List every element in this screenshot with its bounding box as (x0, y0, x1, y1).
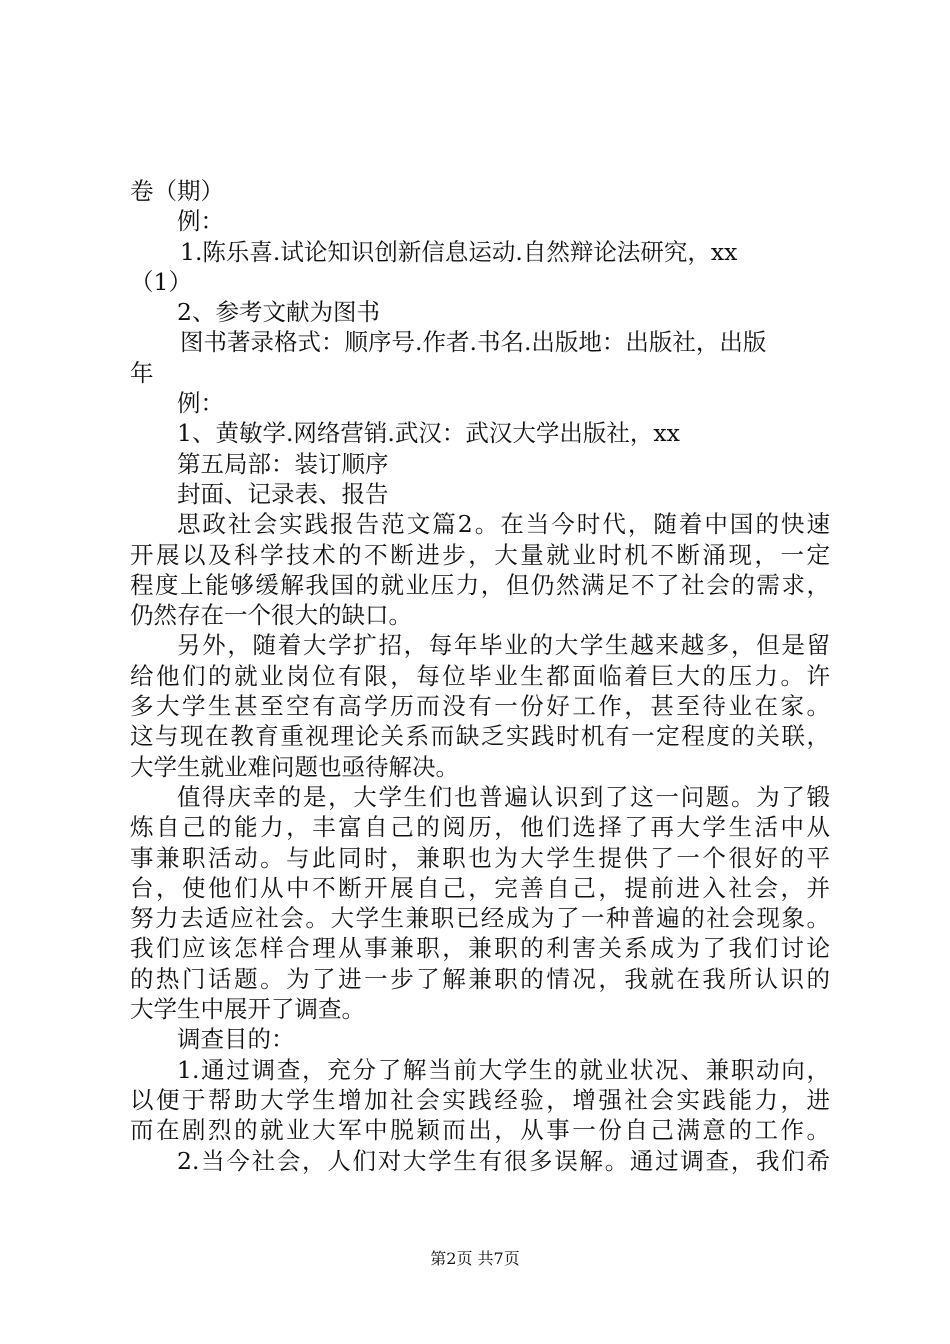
text-line: 思政社会实践报告范文篇2。在当今时代，随着中国的快速 (177, 510, 830, 539)
text-line: 图书著录格式：顺序号.作者.书名.出版地：出版社，出版 (180, 328, 767, 357)
text-line: 以便于帮助大学生增加社会实践经验，增强社会实践能力，进 (130, 1085, 830, 1114)
text-line: 大学生中展开了调查。 (130, 995, 365, 1024)
text-line: 例： (177, 207, 224, 236)
text-line: 1、黄敏学.网络营销.武汉：武汉大学出版社，xx (177, 419, 680, 448)
text-line: 卷（期） (130, 177, 224, 205)
text-line: 炼自己的能力，丰富自己的阅历，他们选择了再大学生活中从 (130, 813, 830, 842)
text-line: 我们应该怎样合理从事兼职，兼职的利害关系成为了我们讨论 (130, 934, 830, 963)
text-line: 开展以及科学技术的不断进步，大量就业时机不断涌现，一定 (130, 540, 830, 569)
text-line: 调查目的： (177, 1025, 295, 1054)
text-line: 程度上能够缓解我国的就业压力，但仍然满足不了社会的需求， (130, 570, 830, 599)
text-line: 1.陈乐喜.试论知识创新信息运动.自然辩论法研究，xx (180, 237, 738, 266)
text-line: 这与现在教育重视理论关系而缺乏实践时机有一定程度的关联， (130, 722, 830, 751)
text-line: 给他们的就业岗位有限，每位毕业生都面临着巨大的压力。许 (130, 661, 830, 690)
document-body (130, 176, 830, 1176)
text-line: 年 (130, 358, 154, 387)
text-line: 封面、记录表、报告 (177, 479, 389, 508)
text-line: 2、参考文献为图书 (177, 298, 380, 327)
text-line: （1） (130, 267, 192, 296)
text-line: 努力去适应社会。大学生兼职已经成为了一种普遍的社会现象。 (130, 904, 830, 933)
text-line: 第五局部：装订顺序 (177, 449, 389, 478)
text-line: 多大学生甚至空有高学历而没有一份好工作，甚至待业在家。 (130, 692, 830, 721)
text-line: 台，使他们从中不断开展自己，完善自己，提前进入社会，并 (130, 873, 830, 902)
text-line: 仍然存在一个很大的缺口。 (130, 601, 412, 630)
text-line: 1.通过调查，充分了解当前大学生的就业状况、兼职动向， (177, 1055, 830, 1084)
text-line: 大学生就业难问题也亟待解决。 (130, 752, 459, 781)
text-line: 事兼职活动。与此同时，兼职也为大学生提供了一个很好的平 (130, 843, 830, 872)
text-line: 而在剧烈的就业大军中脱颖而出，从事一份自己满意的工作。 (130, 1116, 830, 1145)
text-line: 另外，随着大学扩招，每年毕业的大学生越来越多，但是留 (177, 631, 830, 660)
text-line: 的热门话题。为了进一步了解兼职的情况，我就在我所认识的 (130, 964, 830, 993)
text-line: 2.当今社会，人们对大学生有很多误解。通过调查，我们希 (177, 1146, 830, 1175)
page-footer: 第2页 共7页 (430, 1249, 520, 1268)
text-line: 例： (177, 389, 224, 418)
text-line: 值得庆幸的是，大学生们也普遍认识到了这一问题。为了锻 (177, 782, 830, 811)
